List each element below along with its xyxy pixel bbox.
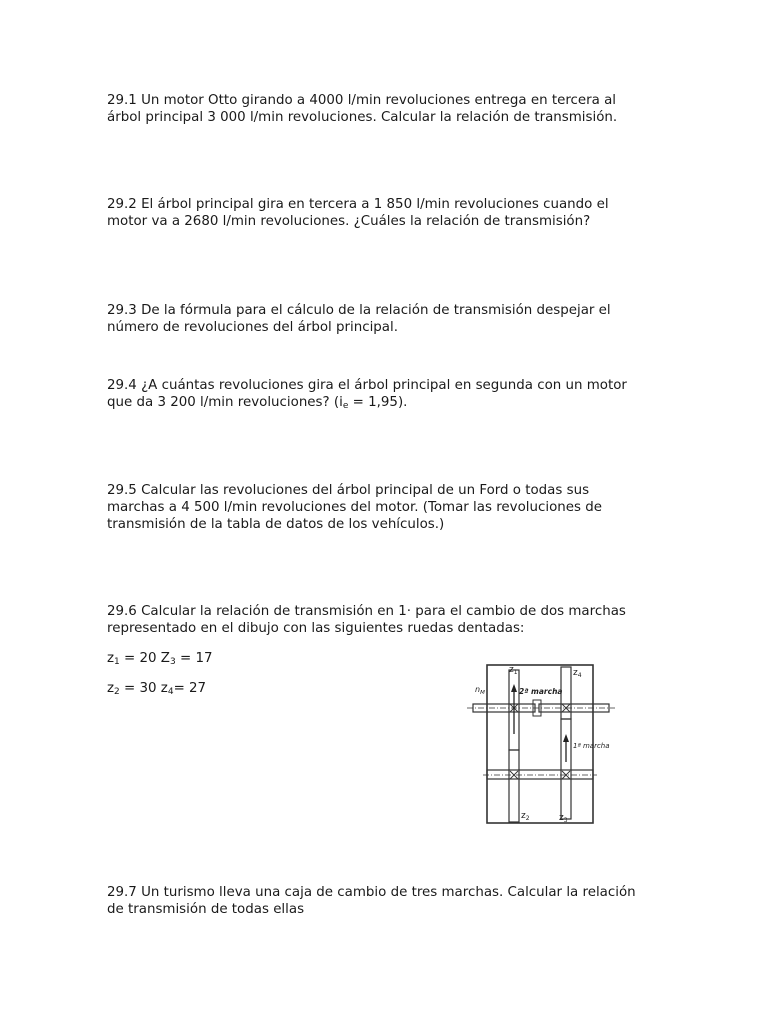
label-second-gear: 2ª marcha xyxy=(519,687,563,696)
second-gear-arrow xyxy=(511,684,517,692)
problem-29-4 xyxy=(107,377,667,415)
problem-29-6: 29.6 Calcular la relación de transmisión en 1· para el cambio de dos marchas representado en el dibujo con las siguientes ruedas dentadas: xyxy=(107,604,626,636)
problem-29-1: 29.1 Un motor Otto girando a 4000 l/min revoluciones entrega en tercera al árbol principal 3 000 l/min revoluciones. Calcular la relación de transmisión. xyxy=(107,93,618,125)
problem-29-2: 29.2 El árbol principal gira en tercera a 1 850 l/min revoluciones cuando el motor va a 2680 l/min revoluciones. ¿Cuáles la relación de transmisión? xyxy=(107,197,609,229)
gear-z2 xyxy=(509,750,519,822)
gear-values-line-2: $z_2 = 30$ $z_4= 27$ xyxy=(107,681,207,697)
label-z2: $z_2$ xyxy=(521,811,530,822)
problem-29-3: 29.3 De la fórmula para el cálculo de la relación de transmisión despejar el número de revoluciones del árbol principal. xyxy=(107,303,611,335)
problem-29-5: 29.5 Calcular las revoluciones del árbol principal de un Ford o todas sus marchas a 4 500 l/min revoluciones del motor. (Tomar las revoluciones de transmisión de la tabla de datos de los vehículos.) xyxy=(107,483,602,532)
label-nm: $n_M$ xyxy=(475,685,485,696)
label-first-gear: 1ª marcha xyxy=(573,742,610,750)
label-z3: $z_3$ xyxy=(559,813,568,824)
ie-subscript: e xyxy=(342,401,349,411)
label-z1: $z_1$ xyxy=(509,665,518,676)
problem-29-7: 29.7 Un turismo lleva una caja de cambio de tres marchas. Calcular la relación de transmisión de todas ellas xyxy=(107,885,636,917)
label-z4: $z_4$ xyxy=(573,668,582,679)
problem-29-4-text-before: 29.4 ¿A cuántas revoluciones gira el árbol principal en segunda con un motor que da 3 200 l/min revoluciones? (i xyxy=(107,378,627,410)
first-gear-arrow xyxy=(563,734,569,742)
problem-29-4-text-after: = 1,95). xyxy=(348,395,408,410)
countershaft xyxy=(487,770,593,779)
gear-values-line-1: $z_1 = 20$ $Z_3 = 17$ xyxy=(107,651,213,667)
gearbox-diagram xyxy=(465,662,625,828)
